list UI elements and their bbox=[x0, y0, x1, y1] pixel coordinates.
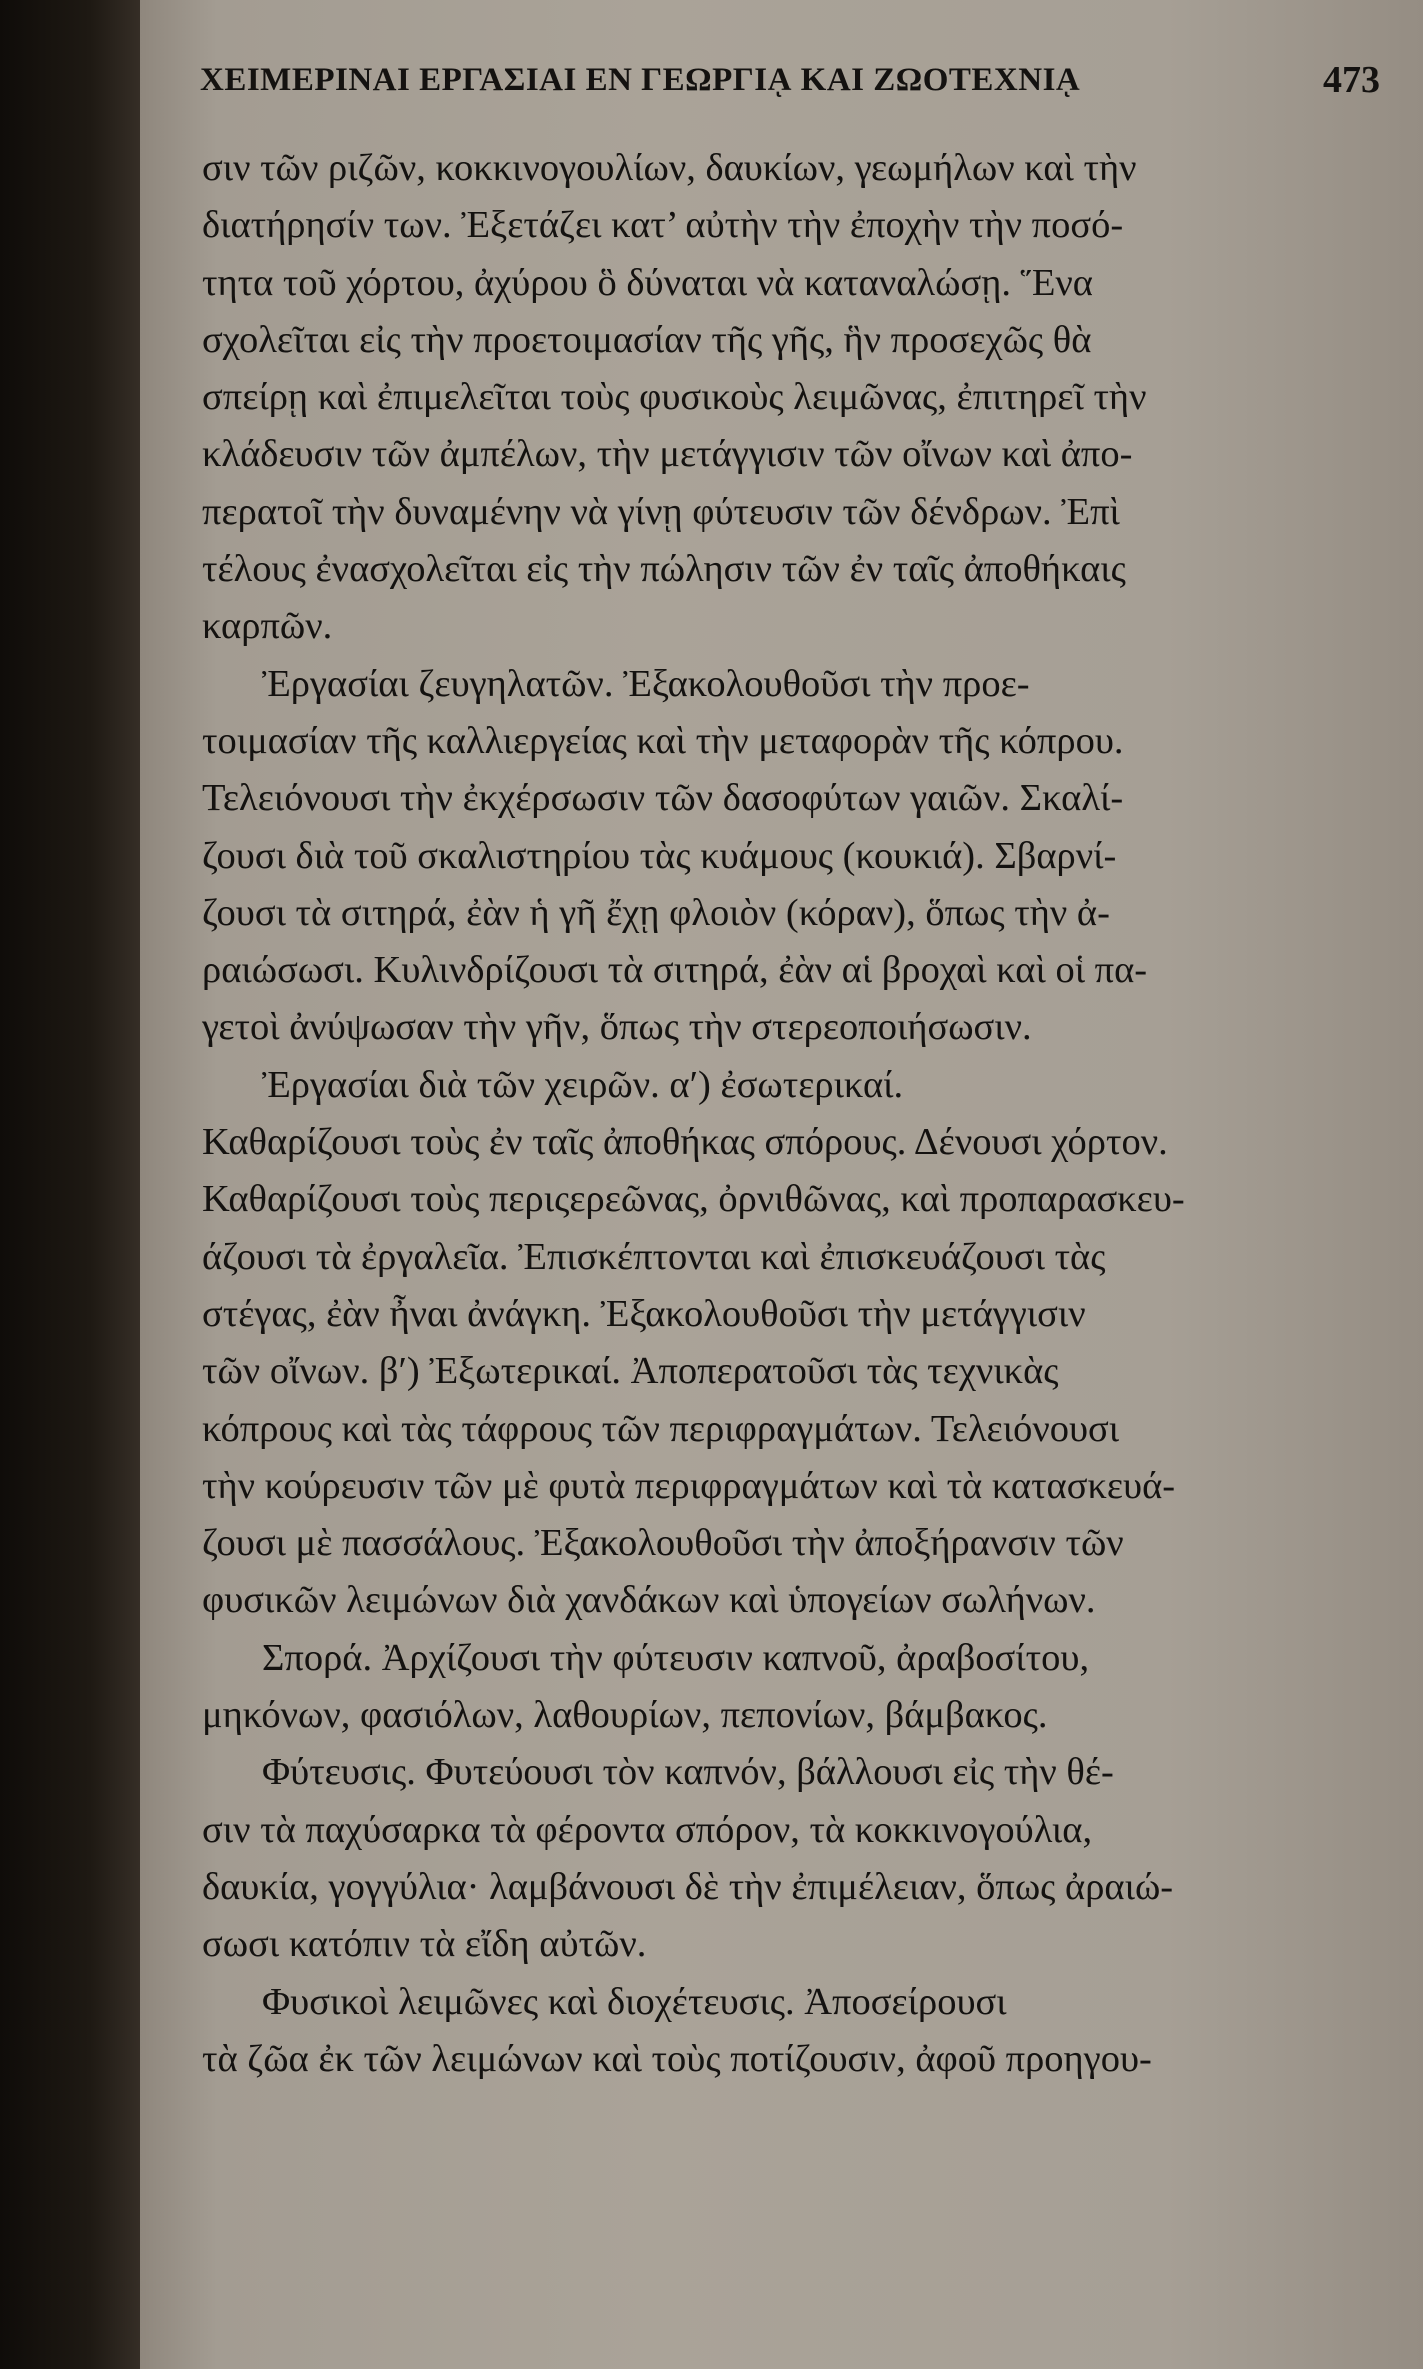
text-line: Τελειόνουσι τὴν ἐκχέρσωσιν τῶν δασοφύτων γαιῶν. Σκαλί- bbox=[202, 777, 1124, 820]
text-line: περατοῖ τὴν δυναμένην νὰ γίνῃ φύτευσιν τῶν δένδρων. Ἐπὶ bbox=[202, 490, 1120, 533]
text-line: άζουσι τὰ ἐργαλεῖα. Ἐπισκέπτονται καὶ ἐπισκευάζουσι τὰς bbox=[202, 1235, 1106, 1278]
text-line: Φυσικοὶ λειμῶνες καὶ διοχέτευσις. Ἀποσείρουσι bbox=[262, 1980, 1007, 2023]
text-line: διατήρησίν των. Ἐξετάζει κατ’ αὐτὴν τὴν ἐποχὴν τὴν ποσό- bbox=[202, 204, 1124, 247]
text-line: τοιμασίαν τῆς καλλιεργείας καὶ τὴν μεταφορὰν τῆς κόπρου. bbox=[202, 719, 1124, 762]
text-line: Σπορά. Ἀρχίζουσι τὴν φύτευσιν καπνοῦ, ἀραβοσίτου, bbox=[262, 1636, 1090, 1679]
text-line: σωσι κατόπιν τὰ εἴδη αὐτῶν. bbox=[202, 1923, 647, 1966]
text-line: τὴν κούρευσιν τῶν μὲ φυτὰ περιφραγμάτων καὶ τὰ κατασκευά- bbox=[202, 1464, 1176, 1507]
page-number: 473 bbox=[1323, 59, 1380, 101]
text-line: Φύτευσις. Φυτεύουσι τὸν καπνόν, βάλλουσι εἰς τὴν θέ- bbox=[262, 1751, 1114, 1794]
text-line: ραιώσωσι. Κυλινδρίζουσι τὰ σιτηρά, ἐὰν αἱ βροχαὶ καὶ οἱ πα- bbox=[202, 949, 1148, 992]
text-line: μηκόνων, φασιόλων, λαθουρίων, πεπονίων, βάμβακος. bbox=[202, 1694, 1048, 1737]
text-line: τητα τοῦ χόρτου, ἀχύρου ὃ δύναται νὰ καταναλώσῃ. Ἕνα bbox=[202, 261, 1093, 304]
page-header bbox=[200, 59, 1380, 122]
text-line: σπείρῃ καὶ ἐπιμελεῖται τοὺς φυσικοὺς λειμῶνας, ἐπιτηρεῖ τὴν bbox=[202, 376, 1147, 419]
text-line: Ἐργασίαι διὰ τῶν χειρῶν. α′) ἐσωτερικαί. bbox=[262, 1063, 904, 1106]
text-line: Καθαρίζουσι τοὺς περιςερεῶνας, ὀρνιθῶνας, καὶ προπαρασκευ- bbox=[202, 1178, 1185, 1221]
book-page bbox=[140, 0, 1423, 2369]
text-line: Καθαρίζουσι τοὺς ἐν ταῖς ἀποθήκας σπόρους. Δένουσι χόρτον. bbox=[202, 1121, 1168, 1164]
text-line: σιν τῶν ριζῶν, κοκκινογουλίων, δαυκίων, γεωμήλων καὶ τὴν bbox=[202, 147, 1137, 189]
text-line: γετοὶ ἀνύψωσαν τὴν γῆν, ὅπως τὴν στερεοποιήσωσιν. bbox=[202, 1006, 1032, 1049]
text-line: καρπῶν. bbox=[202, 605, 333, 648]
text-line: κλάδευσιν τῶν ἀμπέλων, τὴν μετάγγισιν τῶν οἴνων καὶ ἀπο- bbox=[202, 433, 1133, 476]
text-line: ζουσι τὰ σιτηρά, ἐὰν ἡ γῆ ἔχῃ φλοιὸν (κόραν), ὅπως τὴν ἀ- bbox=[202, 891, 1110, 934]
text-line: τῶν οἴνων. β′) Ἐξωτερικαί. Ἀποπερατοῦσι τὰς τεχνικὰς bbox=[202, 1350, 1059, 1393]
book-binding-edge bbox=[0, 0, 150, 2369]
running-title: ΧΕΙΜΕΡΙΝΑΙ ΕΡΓΑΣΙΑΙ ΕΝ ΓΕΩΡΓΙᾼ ΚΑΙ ΖΩΟΤΕΧΝΙᾼ bbox=[200, 62, 1081, 98]
text-line: σιν τὰ παχύσαρκα τὰ φέροντα σπόρον, τὰ κοκκινογούλια, bbox=[202, 1808, 1093, 1851]
text-line: ζουσι διὰ τοῦ σκαλιστηρίου τὰς κυάμους (κουκιά). Σβαρνί- bbox=[202, 834, 1117, 877]
text-line: ζουσι μὲ πασσάλους. Ἐξακολουθοῦσι τὴν ἀποξήρανσιν τῶν bbox=[202, 1522, 1124, 1565]
text-line: Ἐργασίαι ζευγηλατῶν. Ἐξακολουθοῦσι τὴν προε- bbox=[262, 662, 1030, 705]
text-line: δαυκία, γογγύλια· λαμβάνουσι δὲ τὴν ἐπιμέλειαν, ὅπως ἀραιώ- bbox=[202, 1865, 1174, 1908]
text-line: τέλους ἐνασχολεῖται εἰς τὴν πώλησιν τῶν ἐν ταῖς ἀποθήκαις bbox=[202, 548, 1126, 591]
text-line: τὰ ζῶα ἐκ τῶν λειμώνων καὶ τοὺς ποτίζουσιν, ἀφοῦ προηγου- bbox=[202, 2037, 1152, 2080]
text-line: στέγας, ἐὰν ἦναι ἀνάγκη. Ἐξακολουθοῦσι τὴν μετάγγισιν bbox=[202, 1292, 1086, 1335]
body-text bbox=[202, 140, 1372, 2088]
text-line: κόπρους καὶ τὰς τάφρους τῶν περιφραγμάτων. Τελειόνουσι bbox=[202, 1407, 1120, 1450]
text-line: σχολεῖται εἰς τὴν προετοιμασίαν τῆς γῆς, ἣν προσεχῶς θὰ bbox=[202, 318, 1092, 361]
text-line: φυσικῶν λειμώνων διὰ χανδάκων καὶ ὑπογείων σωλήνων. bbox=[202, 1579, 1096, 1622]
